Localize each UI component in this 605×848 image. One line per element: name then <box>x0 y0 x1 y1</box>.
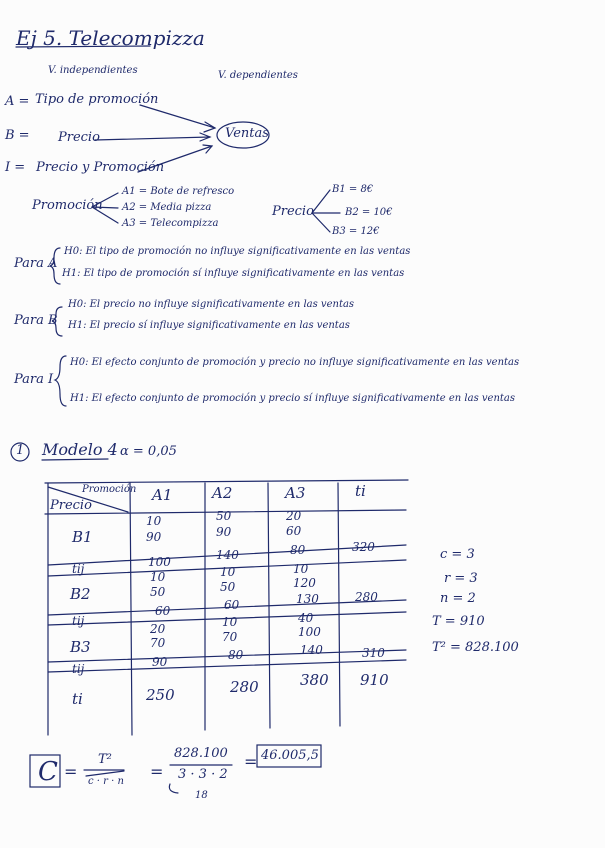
cell-b2-a2-2: 50 <box>220 580 236 594</box>
cell-b3-a2-1: 10 <box>222 615 238 629</box>
formula-num-symbol: T² <box>98 752 112 767</box>
independent-vars-label: V. independientes <box>48 65 138 76</box>
formula-den-value: 3 · 3 · 2 <box>178 767 228 782</box>
row-b1-label: B1 <box>72 528 93 546</box>
table-header-a2: A2 <box>212 484 233 502</box>
factor-i-letter: I = <box>5 160 26 175</box>
cell-b2-ti: 280 <box>355 590 378 604</box>
para-b-label: Para B <box>14 313 58 328</box>
table-corner-precio: Precio <box>50 498 92 513</box>
dependent-vars-label: V. dependientes <box>218 70 298 81</box>
cell-b2-t-a2: 60 <box>224 598 240 612</box>
cell-b3-a1-1: 20 <box>150 622 166 636</box>
cell-b3-t-a3: 140 <box>300 643 323 657</box>
precio-level-2: B2 = 10€ <box>345 207 393 218</box>
cell-b1-a3-1: 20 <box>286 509 302 523</box>
hypothesis-a-h1: H1: El tipo de promoción sí influye significativamente en las ventas <box>62 268 405 279</box>
response-ventas: Ventas <box>225 126 269 141</box>
cell-b1-a3-2: 60 <box>286 524 302 538</box>
page-title: Ej 5. Telecompizza <box>16 26 205 50</box>
summary-r: r = 3 <box>444 571 478 586</box>
formula-num-value: 828.100 <box>174 746 228 761</box>
cell-b2-a3-2: 120 <box>293 576 316 590</box>
cell-b3-a3-2: 100 <box>298 625 321 639</box>
hypothesis-b-h0: H0: El precio no influye significativamente en las ventas <box>68 299 355 310</box>
table-header-a1: A1 <box>152 486 173 504</box>
formula-eq-3: = <box>244 752 258 771</box>
row-b2-label: B2 <box>70 585 91 603</box>
table-header-ti: ti <box>355 482 366 500</box>
hypothesis-b-h1: H1: El precio sí influye significativamente en las ventas <box>68 320 350 331</box>
cell-b1-ti: 320 <box>352 540 375 554</box>
formula-result: 46.005,5 <box>261 748 319 763</box>
summary-c: c = 3 <box>440 547 475 562</box>
promocion-level-3: A3 = Telecompizza <box>122 218 219 229</box>
cell-b3-a2-2: 70 <box>222 630 238 644</box>
precio-level-1: B1 = 8€ <box>332 184 374 195</box>
brace-i <box>55 356 66 406</box>
hypothesis-a-h0: H0: El tipo de promoción no influye significativamente en las ventas <box>64 246 411 257</box>
cell-b3-a1-2: 70 <box>150 636 166 650</box>
cell-b1-a2-2: 90 <box>216 525 232 539</box>
cell-b2-a2-1: 10 <box>220 565 236 579</box>
cell-ti-total: 910 <box>360 671 389 689</box>
summary-n: n = 2 <box>440 591 476 606</box>
cell-b2-t-a3: 130 <box>296 592 319 606</box>
cell-b2-a3-1: 10 <box>293 562 309 576</box>
cell-b1-a1-1: 10 <box>146 514 162 528</box>
formula-eq-2: = <box>150 762 164 781</box>
table-header-a3: A3 <box>285 484 306 502</box>
promocion-label: Promoción <box>32 198 103 213</box>
factor-b-name: Precio <box>58 130 100 145</box>
cell-b3-t-a2: 80 <box>228 648 244 662</box>
cell-b1-a2-1: 50 <box>216 509 232 523</box>
cell-ti-a3: 380 <box>300 671 329 689</box>
para-i-label: Para I <box>14 372 54 387</box>
cell-b3-a3-1: 40 <box>298 611 314 625</box>
alpha-value: α = 0,05 <box>120 444 177 459</box>
factor-b-letter: B = <box>5 128 30 143</box>
precio-label: Precio <box>272 204 314 219</box>
factor-a-name: Tipo de promoción <box>35 92 159 107</box>
cell-b2-a1-1: 10 <box>150 570 166 584</box>
factor-a-letter: A = <box>5 94 30 109</box>
promocion-level-2: A2 = Media pizza <box>122 202 212 213</box>
cell-b2-a1-2: 50 <box>150 585 166 599</box>
table-corner-promocion: Promoción <box>82 484 137 495</box>
hypothesis-i-h0: H0: El efecto conjunto de promoción y precio no influye significativamente en las ventas <box>70 357 520 368</box>
formula-c: C <box>38 757 58 787</box>
model-number: 1 <box>16 443 25 458</box>
cell-b1-a1-2: 90 <box>146 530 162 544</box>
row-b2-tij-label: tij <box>72 614 85 628</box>
precio-level-3: B3 = 12€ <box>332 226 380 237</box>
cell-ti-a2: 280 <box>230 678 259 696</box>
cell-b1-t-a3: 80 <box>290 543 306 557</box>
cell-b1-t-a1: 100 <box>148 555 171 569</box>
row-b3-tij-label: tij <box>72 662 85 676</box>
model-label: Modelo 4 <box>42 440 118 459</box>
promocion-level-1: A1 = Bote de refresco <box>122 186 235 197</box>
factor-i-name: Precio y Promoción <box>36 160 165 175</box>
cell-b3-t-a1: 90 <box>152 655 168 669</box>
row-b3-label: B3 <box>70 638 91 656</box>
cell-b2-t-a1: 60 <box>155 604 171 618</box>
row-ti-label: ti <box>72 690 83 708</box>
summary-t2: T² = 828.100 <box>432 640 519 655</box>
cell-b1-t-a2: 140 <box>216 548 239 562</box>
para-a-label: Para A <box>14 256 58 271</box>
formula-den-result: 18 <box>195 790 208 801</box>
arrow-b <box>95 137 210 140</box>
row-b1-tij-label: tij <box>72 562 85 576</box>
cell-ti-a1: 250 <box>146 686 175 704</box>
formula-den-symbol: c · r · n <box>88 776 124 787</box>
formula-eq-1: = <box>64 762 78 781</box>
cell-b3-ti: 310 <box>362 646 385 660</box>
hypothesis-i-h1: H1: El efecto conjunto de promoción y precio sí influye significativamente en las ventas <box>70 393 516 404</box>
arrow-a <box>140 105 215 128</box>
summary-t: T = 910 <box>432 614 485 629</box>
